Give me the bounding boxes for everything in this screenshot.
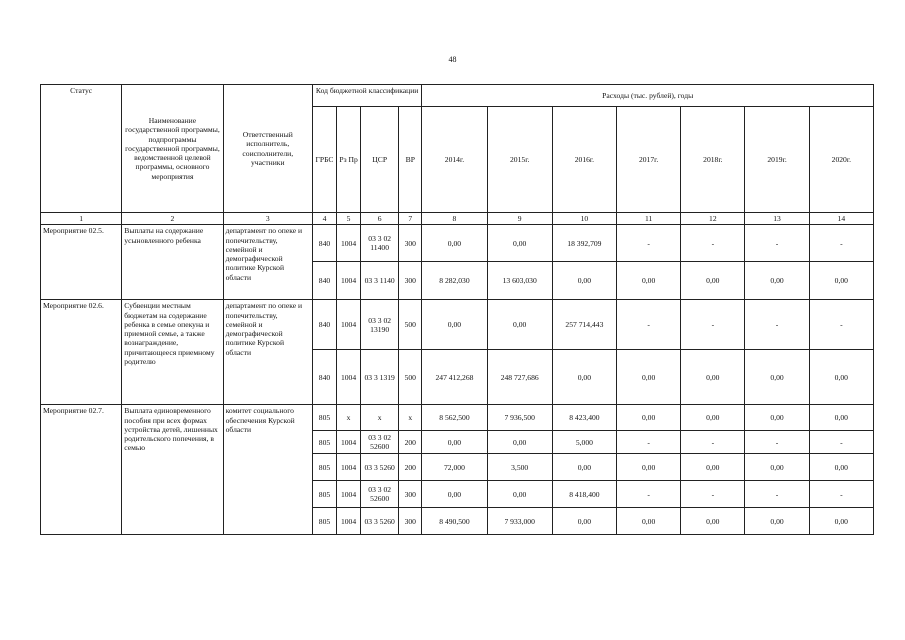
column-number-row	[41, 213, 874, 225]
cell-amount: 18 392,709	[552, 225, 616, 262]
header-year: 2015г.	[487, 107, 552, 213]
cell-amount: 0,00	[422, 225, 487, 262]
cell-csr: 03 3 02 13190	[361, 300, 399, 350]
cell-amount: 0,00	[617, 350, 681, 405]
measure-status: Мероприятие 02.6.	[41, 300, 122, 405]
header-year: 2017г.	[617, 107, 681, 213]
header-name: Наименование государственной программы, подпрограммы государственной программы, ведомственной целевой программы, основного мероприятия	[122, 85, 223, 213]
cell-amount: 0,00	[617, 508, 681, 535]
cell-amount: 0,00	[617, 405, 681, 431]
cell-amount: 8 490,500	[422, 508, 487, 535]
cell-vr: x	[399, 405, 422, 431]
column-number: 14	[809, 213, 873, 225]
cell-rzpr: x	[337, 405, 361, 431]
cell-rzpr: 1004	[337, 431, 361, 454]
cell-amount: 0,00	[809, 405, 873, 431]
cell-amount: 257 714,443	[552, 300, 616, 350]
cell-csr: 03 3 02 52600	[361, 481, 399, 508]
cell-amount: 0,00	[681, 508, 745, 535]
cell-amount: 0,00	[745, 454, 809, 481]
cell-amount: 0,00	[422, 481, 487, 508]
measure-name: Выплаты на содержание усыновленного ребенка	[122, 225, 223, 300]
cell-amount: 0,00	[487, 431, 552, 454]
cell-vr: 500	[399, 350, 422, 405]
cell-csr: x	[361, 405, 399, 431]
cell-amount: 8 418,400	[552, 481, 616, 508]
header-year: 2020г.	[809, 107, 873, 213]
cell-grbs: 840	[312, 350, 336, 405]
cell-rzpr: 1004	[337, 350, 361, 405]
cell-amount: 0,00	[681, 454, 745, 481]
cell-amount: -	[617, 481, 681, 508]
column-number: 2	[122, 213, 223, 225]
cell-amount: 8 562,500	[422, 405, 487, 431]
cell-grbs: 805	[312, 454, 336, 481]
cell-amount: 0,00	[809, 262, 873, 300]
cell-amount: 72,000	[422, 454, 487, 481]
cell-amount: -	[809, 431, 873, 454]
cell-csr: 03 3 5260	[361, 454, 399, 481]
cell-csr: 03 3 1140	[361, 262, 399, 300]
cell-vr: 200	[399, 431, 422, 454]
cell-vr: 300	[399, 508, 422, 535]
cell-amount: 0,00	[487, 300, 552, 350]
cell-amount: 247 412,268	[422, 350, 487, 405]
cell-csr: 03 3 5260	[361, 508, 399, 535]
column-number: 10	[552, 213, 616, 225]
column-number: 7	[399, 213, 422, 225]
cell-amount: 0,00	[809, 454, 873, 481]
header-rzpr: Рз Пр	[337, 107, 361, 213]
cell-grbs: 840	[312, 225, 336, 262]
column-number: 13	[745, 213, 809, 225]
measure-name: Выплата единовременного пособия при всех формах устройства детей, лишенных родительского попечения, в семью	[122, 405, 223, 535]
cell-amount: 3,500	[487, 454, 552, 481]
cell-amount: 0,00	[552, 262, 616, 300]
measure-name: Субвенции местным бюджетам на содержание ребенка в семье опекуна и приемной семье, а также вознаграждение, причитающееся приемному родителю	[122, 300, 223, 405]
header-budget-code: Код бюджетной классификации	[312, 85, 421, 107]
cell-grbs: 840	[312, 262, 336, 300]
cell-amount: -	[617, 300, 681, 350]
cell-amount: 0,00	[422, 300, 487, 350]
column-number: 6	[361, 213, 399, 225]
cell-rzpr: 1004	[337, 225, 361, 262]
cell-amount: -	[617, 225, 681, 262]
header-year: 2018г.	[681, 107, 745, 213]
cell-grbs: 805	[312, 508, 336, 535]
column-number: 3	[223, 213, 312, 225]
cell-rzpr: 1004	[337, 508, 361, 535]
cell-amount: 0,00	[552, 454, 616, 481]
column-number: 11	[617, 213, 681, 225]
column-number: 4	[312, 213, 336, 225]
cell-amount: -	[617, 431, 681, 454]
cell-amount: 0,00	[617, 262, 681, 300]
cell-rzpr: 1004	[337, 454, 361, 481]
cell-amount: -	[681, 481, 745, 508]
table-row	[41, 405, 874, 431]
cell-amount: 0,00	[681, 405, 745, 431]
cell-amount: -	[809, 300, 873, 350]
column-number: 1	[41, 213, 122, 225]
cell-amount: 0,00	[617, 454, 681, 481]
cell-amount: -	[745, 225, 809, 262]
cell-amount: 0,00	[422, 431, 487, 454]
header-grbs: ГРБС	[312, 107, 336, 213]
cell-rzpr: 1004	[337, 481, 361, 508]
cell-amount: -	[745, 300, 809, 350]
cell-amount: -	[681, 225, 745, 262]
header-status: Статус	[41, 85, 122, 213]
cell-vr: 300	[399, 262, 422, 300]
cell-amount: 0,00	[487, 481, 552, 508]
cell-amount: -	[745, 481, 809, 508]
cell-amount: 8 423,400	[552, 405, 616, 431]
cell-vr: 300	[399, 481, 422, 508]
cell-amount: 0,00	[681, 350, 745, 405]
cell-grbs: 840	[312, 300, 336, 350]
cell-grbs: 805	[312, 481, 336, 508]
header-vr: ВР	[399, 107, 422, 213]
header-year: 2016г.	[552, 107, 616, 213]
column-number: 9	[487, 213, 552, 225]
cell-amount: 0,00	[745, 262, 809, 300]
header-row	[41, 85, 874, 107]
measure-status: Мероприятие 02.7.	[41, 405, 122, 535]
cell-amount: -	[681, 300, 745, 350]
measure-status: Мероприятие 02.5.	[41, 225, 122, 300]
table-row	[41, 225, 874, 262]
cell-amount: -	[809, 481, 873, 508]
cell-amount: 0,00	[487, 225, 552, 262]
cell-grbs: 805	[312, 405, 336, 431]
cell-amount: 0,00	[552, 508, 616, 535]
header-expenses: Расходы (тыс. рублей), годы	[422, 85, 874, 107]
cell-amount: 0,00	[745, 405, 809, 431]
header-year: 2019г.	[745, 107, 809, 213]
page-number: 48	[448, 55, 457, 64]
cell-amount: 7 933,000	[487, 508, 552, 535]
cell-amount: 7 936,500	[487, 405, 552, 431]
column-number: 8	[422, 213, 487, 225]
header-year: 2014г.	[422, 107, 487, 213]
cell-amount: 248 727,686	[487, 350, 552, 405]
cell-amount: 0,00	[681, 262, 745, 300]
cell-amount: 0,00	[809, 508, 873, 535]
column-number: 5	[337, 213, 361, 225]
measure-responsible: департамент по опеке и попечительству, семейной и демографической политике Курской области	[223, 225, 312, 300]
cell-amount: 0,00	[745, 350, 809, 405]
cell-vr: 200	[399, 454, 422, 481]
measure-responsible: департамент по опеке и попечительству, семейной и демографической политике Курской области	[223, 300, 312, 405]
cell-csr: 03 3 02 52600	[361, 431, 399, 454]
cell-csr: 03 3 1319	[361, 350, 399, 405]
cell-grbs: 805	[312, 431, 336, 454]
cell-amount: 0,00	[552, 350, 616, 405]
cell-amount: 13 603,030	[487, 262, 552, 300]
cell-rzpr: 1004	[337, 300, 361, 350]
cell-amount: 0,00	[745, 508, 809, 535]
cell-amount: -	[809, 225, 873, 262]
cell-amount: 8 282,030	[422, 262, 487, 300]
cell-amount: -	[681, 431, 745, 454]
header-responsible: Ответственный исполнитель, соисполнители, участники	[223, 85, 312, 213]
cell-amount: 0,00	[809, 350, 873, 405]
table-row	[41, 300, 874, 350]
cell-csr: 03 3 02 11400	[361, 225, 399, 262]
header-csr: ЦСР	[361, 107, 399, 213]
measure-responsible: комитет социального обеспечения Курской области	[223, 405, 312, 535]
column-number: 12	[681, 213, 745, 225]
cell-amount: -	[745, 431, 809, 454]
cell-rzpr: 1004	[337, 262, 361, 300]
cell-vr: 500	[399, 300, 422, 350]
cell-amount: 5,000	[552, 431, 616, 454]
budget-table	[40, 84, 874, 535]
cell-vr: 300	[399, 225, 422, 262]
